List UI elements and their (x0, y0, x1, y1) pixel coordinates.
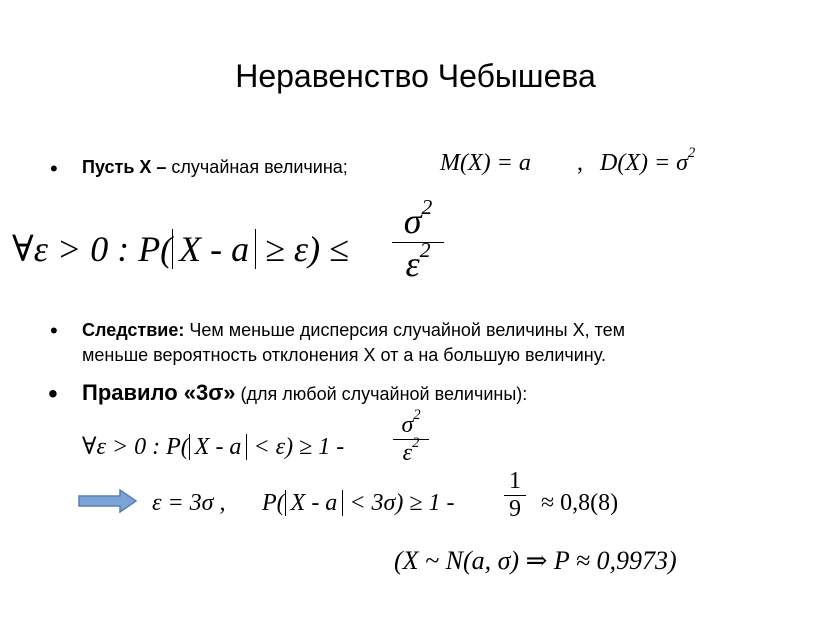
rule-num-exp: 2 (413, 407, 421, 424)
rule-heading (82, 380, 527, 406)
rule-formula (82, 432, 344, 461)
corollary-label: Следствие: (82, 320, 185, 340)
rule-den-exp: 2 (412, 435, 420, 452)
cons-fraction (504, 468, 526, 523)
bullet1-label: Пусть X – (82, 157, 167, 177)
rule-label: Правило «3σ» (82, 380, 236, 405)
variance-formula (600, 145, 696, 177)
rule-num: σ (401, 412, 414, 438)
rule-den: ε (402, 440, 413, 466)
normal-formula: (X ~ N(a, σ) ⇒ P ≈ 0,9973) (394, 546, 677, 575)
bullet1-desc: случайная величина; (166, 157, 348, 177)
cons-abs: X - a (285, 490, 344, 516)
chebyshev-inequality (12, 228, 349, 270)
cons-den: 9 (509, 496, 521, 522)
consequence-formula (262, 490, 455, 517)
rule-right: < ε) ≥ 1 - (247, 434, 345, 460)
variance-text: D(X) = σ (600, 150, 689, 176)
ineq-abs: X - a (172, 229, 256, 269)
ineq-den: ε (405, 244, 420, 284)
bullet1-text (82, 157, 348, 178)
ineq-fraction (392, 194, 444, 285)
cons-left: P( (262, 490, 285, 516)
bullet-dot-2: • (50, 318, 58, 343)
bullet-dot-1: • (50, 156, 58, 181)
ineq-right: ≥ ε) ≤ (256, 229, 349, 269)
rule-left: ∀ε > 0 : P( (82, 434, 189, 460)
rule-abs: X - a (189, 434, 248, 460)
ineq-den-exp: 2 (419, 237, 431, 262)
ineq-left: ∀ε > 0 : P( (12, 229, 173, 269)
formula-comma: , (577, 150, 583, 176)
expectation-formula: M(X) = a (440, 150, 531, 176)
ineq-num-exp: 2 (421, 194, 433, 219)
bullet-dot-3: • (48, 378, 58, 409)
cons-right: < 3σ) ≥ 1 - (343, 490, 455, 516)
corollary-text1: Чем меньше дисперсия случайной величины X, тем (184, 320, 626, 340)
corollary-line2: меньше вероятность отклонения X от a на большую величину. (82, 345, 606, 365)
rule-note: (для любой случайной величины): (235, 384, 528, 404)
right-arrow-icon (78, 489, 138, 513)
ineq-num: σ (403, 201, 422, 241)
cons-num: 1 (509, 468, 521, 494)
cons-approx: ≈ 0,8(8) (541, 490, 619, 516)
slide-title: Неравенство Чебышева (235, 58, 596, 94)
eps-equals: ε = 3σ , (152, 490, 226, 516)
corollary-line1 (82, 320, 625, 341)
variance-exp: 2 (688, 145, 696, 162)
rule-fraction (393, 407, 429, 467)
